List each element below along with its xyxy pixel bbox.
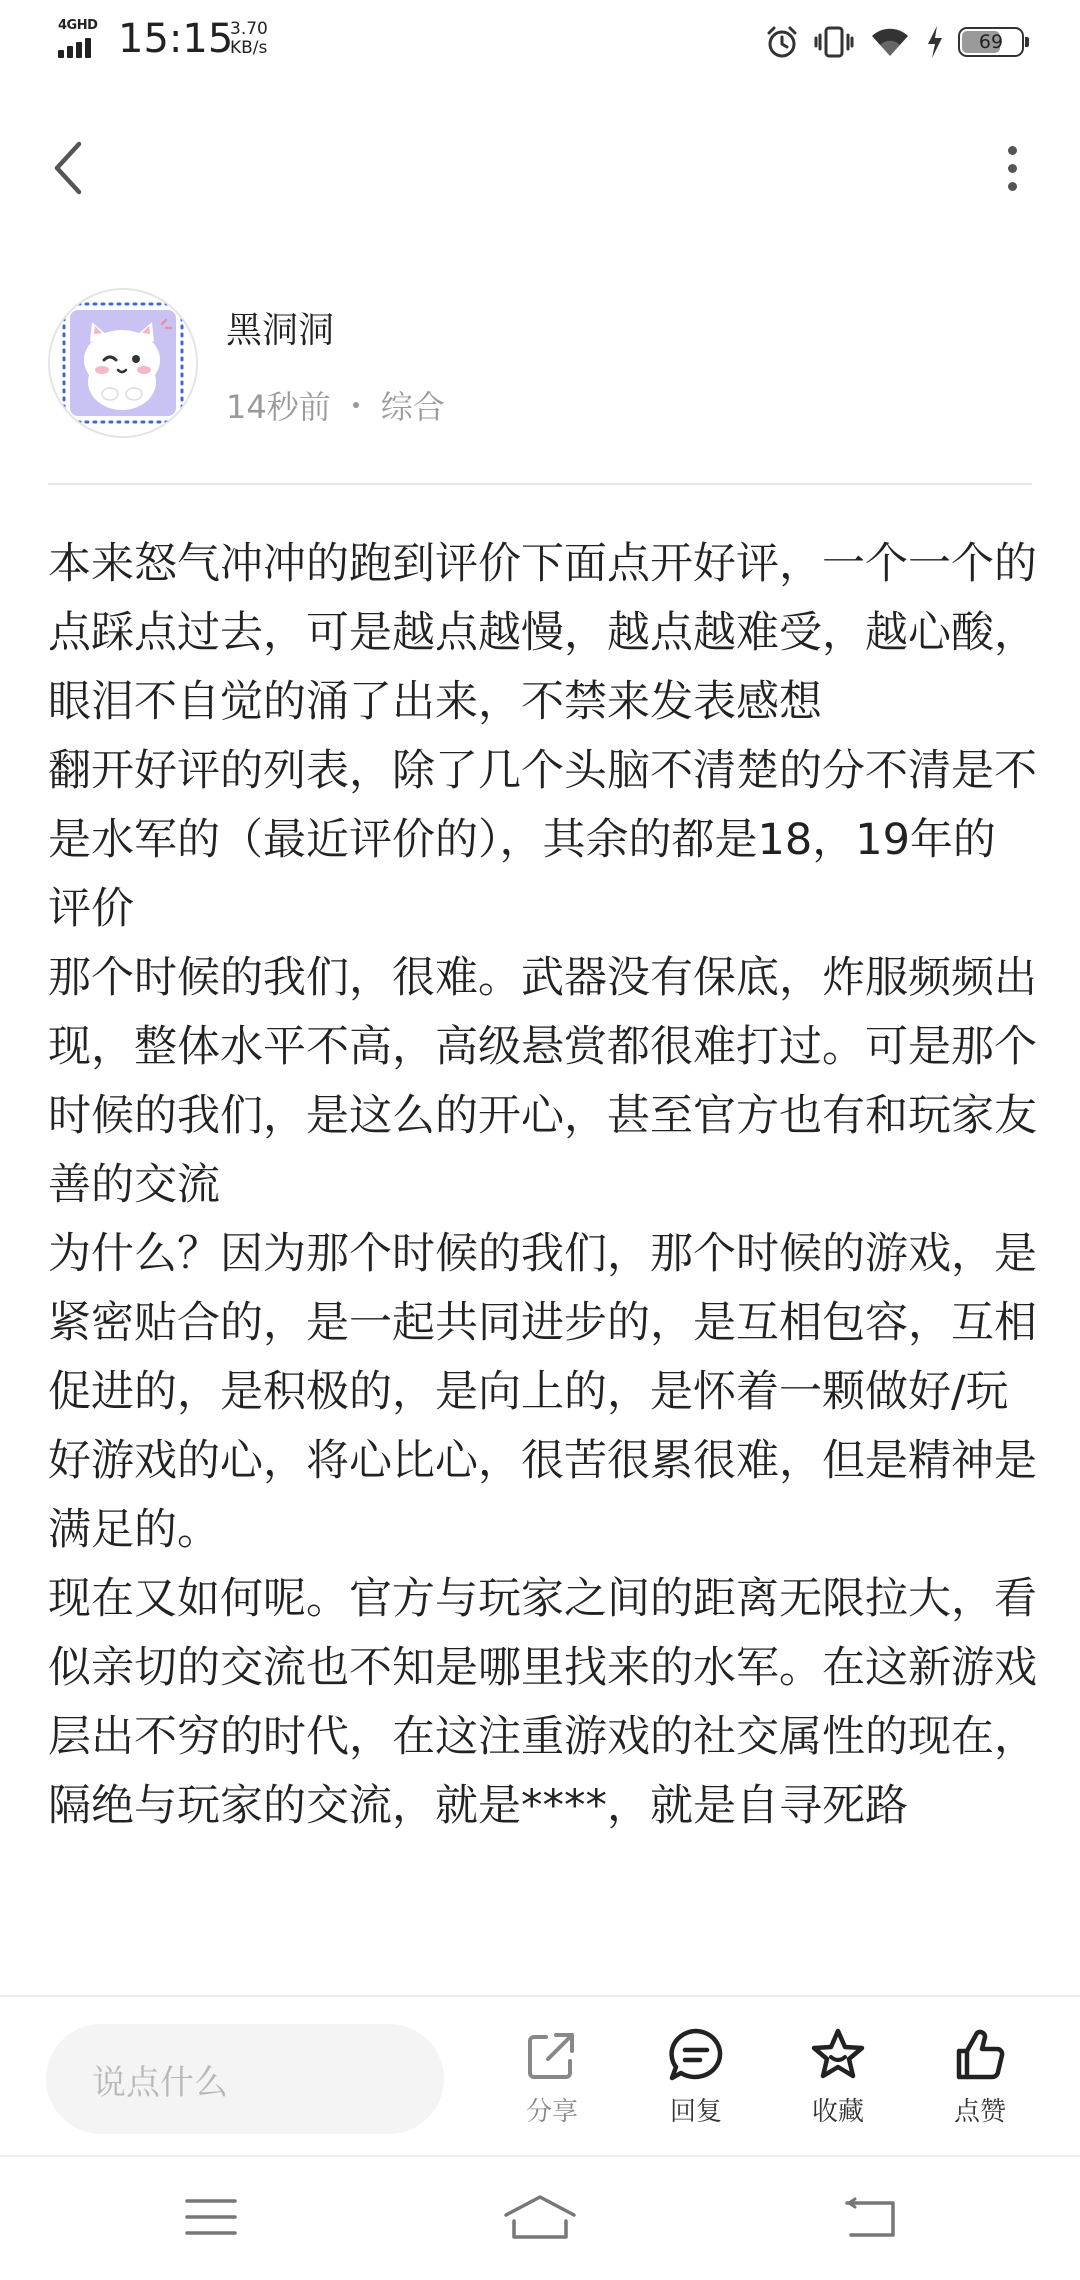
system-nav-bar [0, 2155, 1080, 2280]
more-vertical-icon [1008, 146, 1017, 155]
thumbs-up-icon [951, 2027, 1009, 2083]
menu-icon [184, 2197, 238, 2237]
post-paragraph: 翻开好评的列表，除了几个头脑不清楚的分不清是不是水军的（最近评价的），其余的都是18，19年的评价 [48, 746, 1037, 934]
favorite-label: 收藏 [811, 2097, 864, 2127]
alarm-icon [764, 24, 800, 60]
signal-indicator [58, 18, 104, 58]
post-body [48, 530, 1038, 1995]
chat-bubble-icon [667, 2027, 725, 2083]
author-name[interactable]: 黑洞洞 [226, 310, 335, 351]
battery-level: 69 [978, 31, 1004, 53]
post-paragraph: 本来怒气冲冲的跑到评价下面点开好评，一个一个的点踩点过去，可是越点越慢，越点越难受，越心酸，眼泪不自觉的涌了出来，不禁来发表感想 [48, 539, 1037, 727]
back-button[interactable] [40, 130, 96, 206]
back-icon [843, 2195, 899, 2239]
network-speed-unit: KB/s [230, 38, 268, 58]
post-meta [226, 382, 445, 428]
comment-input[interactable]: 说点什么 [46, 2024, 444, 2134]
share-button[interactable] [502, 2027, 602, 2137]
charging-icon [926, 24, 944, 60]
like-button[interactable] [930, 2027, 1030, 2137]
status-time: 15:15 [118, 16, 234, 62]
reply-button[interactable] [646, 2027, 746, 2137]
more-options-button[interactable] [984, 130, 1040, 206]
post-paragraph: 现在又如何呢。官方与玩家之间的距离无限拉大，看似亲切的交流也不知是哪里找来的水军。在这新游戏层出不穷的时代，在这注重游戏的社交属性的现在，隔绝与玩家的交流，就是****，就是自寻死路 [48, 1574, 1037, 1831]
battery-icon [958, 27, 1024, 57]
signal-icon [58, 38, 91, 58]
home-icon [502, 2193, 578, 2241]
system-back-button[interactable] [826, 2185, 916, 2249]
recent-apps-button[interactable] [166, 2185, 256, 2249]
status-icons [764, 20, 1024, 64]
wifi-icon [868, 24, 912, 60]
star-icon [809, 2027, 867, 2083]
network-speed-value: 3.70 [230, 19, 268, 39]
vibrate-icon [814, 24, 854, 60]
favorite-button[interactable] [788, 2027, 888, 2137]
share-icon [524, 2027, 580, 2083]
post-paragraph: 为什么？因为那个时候的我们，那个时候的游戏，是紧密贴合的，是一起共同进步的，是互相包容，互相促进的，是积极的，是向上的，是怀着一颗做好/玩好游戏的心，将心比心，很苦很累很难，但是精神是满足的。 [48, 1229, 1037, 1555]
divider [48, 483, 1032, 485]
home-button[interactable] [495, 2185, 585, 2249]
post-category[interactable]: 综合 [380, 388, 445, 426]
status-bar [0, 0, 1080, 80]
chevron-left-icon [51, 140, 85, 196]
share-label: 分享 [525, 2097, 578, 2127]
network-type: 4GHD [58, 18, 98, 33]
reply-label: 回复 [669, 2097, 722, 2127]
action-bar [0, 1995, 1080, 2155]
meta-separator [353, 402, 359, 408]
avatar[interactable] [48, 288, 198, 438]
post-time: 14秒前 [226, 388, 331, 426]
network-speed [230, 20, 290, 58]
post-paragraph: 那个时候的我们，很难。武器没有保底，炸服频频出现，整体水平不高，高级悬赏都很难打过。可是那个时候的我们，是这么的开心，甚至官方也有和玩家友善的交流 [48, 953, 1037, 1210]
like-label: 点赞 [953, 2097, 1006, 2127]
